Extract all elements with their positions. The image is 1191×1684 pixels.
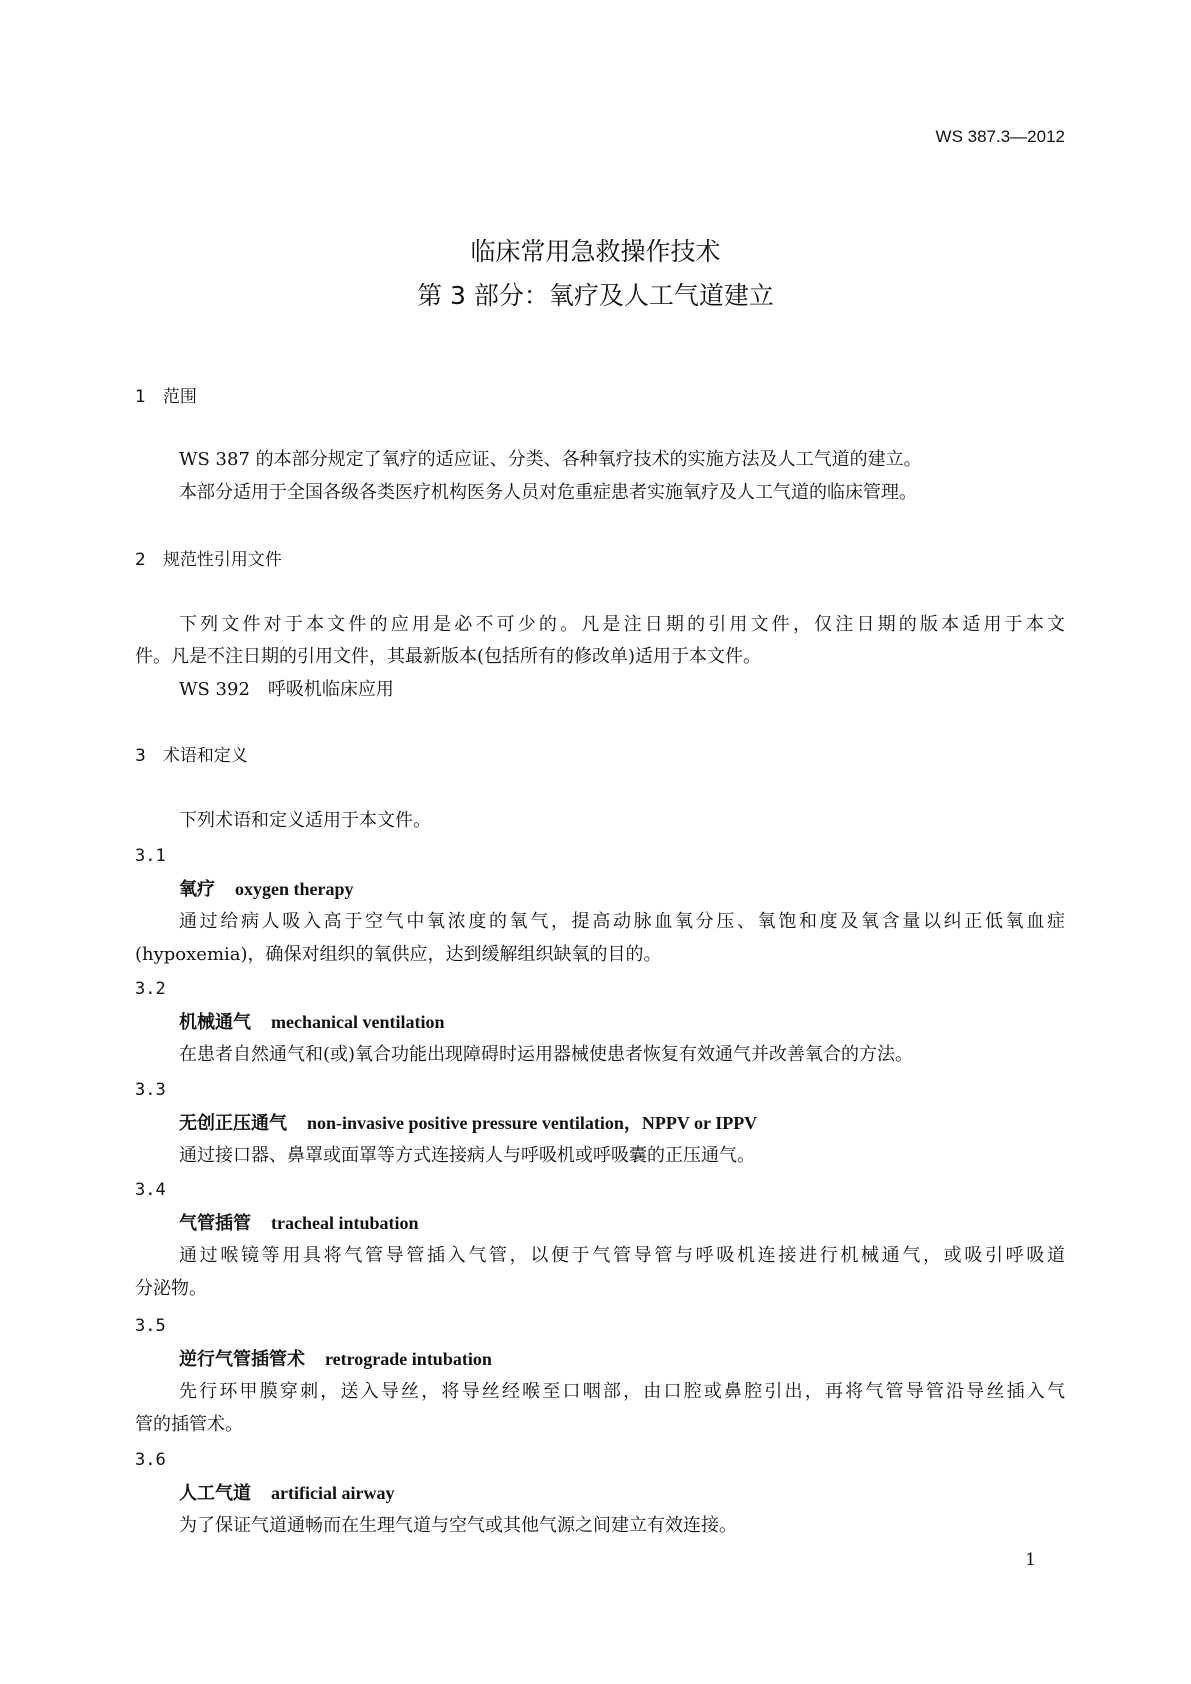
definition-line: 在患者自然通气和(或)氧合功能出现障碍时运用器械使患者恢复有效通气并改善氧合的方法。: [179, 1044, 914, 1065]
term-en: artificial airway: [271, 1483, 395, 1503]
definition-line: 通过给病人吸入高于空气中氧浓度的氧气，提高动脉血氧分压、氧饱和度及氧含量以纠正低氧血症: [179, 911, 1065, 932]
term-en: non-invasive positive pressure ventilation，NPPV or IPPV: [307, 1113, 758, 1133]
para-line: 本部分适用于全国各级各类医疗机构医务人员对危重症患者实施氧疗及人工气道的临床管理。: [179, 482, 917, 503]
para-line: 件。凡是不注日期的引用文件，其最新版本(包括所有的修改单)适用于本文件。: [135, 646, 762, 667]
definition-line: 分泌物。: [135, 1278, 207, 1299]
term-en: retrograde intubation: [325, 1349, 492, 1369]
para-line: 下列文件对于本文件的应用是必不可少的。凡是注日期的引用文件，仅注日期的版本适用于本文: [179, 614, 1065, 635]
term-zh: 人工气道: [179, 1483, 251, 1504]
section-heading-2: 2 规范性引用文件: [135, 550, 282, 570]
term-en: tracheal intubation: [271, 1213, 419, 1233]
term-zh: 机械通气: [179, 1012, 251, 1033]
definition-line: 为了保证气道通畅而在生理气道与空气或其他气源之间建立有效连接。: [179, 1515, 737, 1536]
term-en: oxygen therapy: [235, 879, 354, 899]
definition-line: 通过喉镜等用具将气管导管插入气管，以便于气管导管与呼吸机连接进行机械通气，或吸引呼吸道: [179, 1245, 1065, 1266]
section-heading-1: 1 范围: [135, 387, 197, 407]
term-number: 3.2: [135, 979, 166, 999]
term-en: mechanical ventilation: [271, 1012, 445, 1032]
page-number: 1: [1025, 1550, 1036, 1570]
term-title: [179, 1211, 419, 1236]
term-zh: 氧疗: [179, 879, 215, 900]
term-zh: 无创正压通气: [179, 1113, 287, 1134]
section-heading-3: 3 术语和定义: [135, 746, 248, 766]
term-title: [179, 1481, 394, 1506]
term-number: 3.1: [135, 846, 166, 866]
term-title: [179, 1111, 757, 1136]
term-title: [179, 1347, 492, 1372]
definition-line: 管的插管术。: [135, 1414, 243, 1435]
term-number: 3.4: [135, 1180, 166, 1200]
term-zh: 气管插管: [179, 1213, 251, 1234]
term-number: 3.3: [135, 1080, 166, 1100]
doc-title: 临床常用急救操作技术: [470, 237, 721, 266]
reference-item: WS 392 呼吸机临床应用: [179, 679, 394, 700]
definition-line: (hypoxemia)，确保对组织的氧供应，达到缓解组织缺氧的目的。: [135, 944, 662, 965]
definition-line: 通过接口器、鼻罩或面罩等方式连接病人与呼吸机或呼吸囊的正压通气。: [179, 1145, 755, 1166]
term-number: 3.5: [135, 1316, 166, 1336]
term-zh: 逆行气管插管术: [179, 1349, 305, 1370]
term-title: [179, 1010, 445, 1035]
para-line: WS 387 的本部分规定了氧疗的适应证、分类、各种氧疗技术的实施方法及人工气道的建立。: [179, 449, 922, 470]
term-number: 3.6: [135, 1450, 166, 1470]
term-title: [179, 877, 354, 902]
doc-subtitle: 第 3 部分：氧疗及人工气道建立: [417, 281, 774, 310]
para-line: 下列术语和定义适用于本文件。: [179, 810, 431, 831]
definition-line: 先行环甲膜穿刺，送入导丝，将导丝经喉至口咽部，由口腔或鼻腔引出，再将气管导管沿导丝插入气: [179, 1381, 1065, 1402]
standard-code: WS 387.3—2012: [935, 127, 1065, 146]
